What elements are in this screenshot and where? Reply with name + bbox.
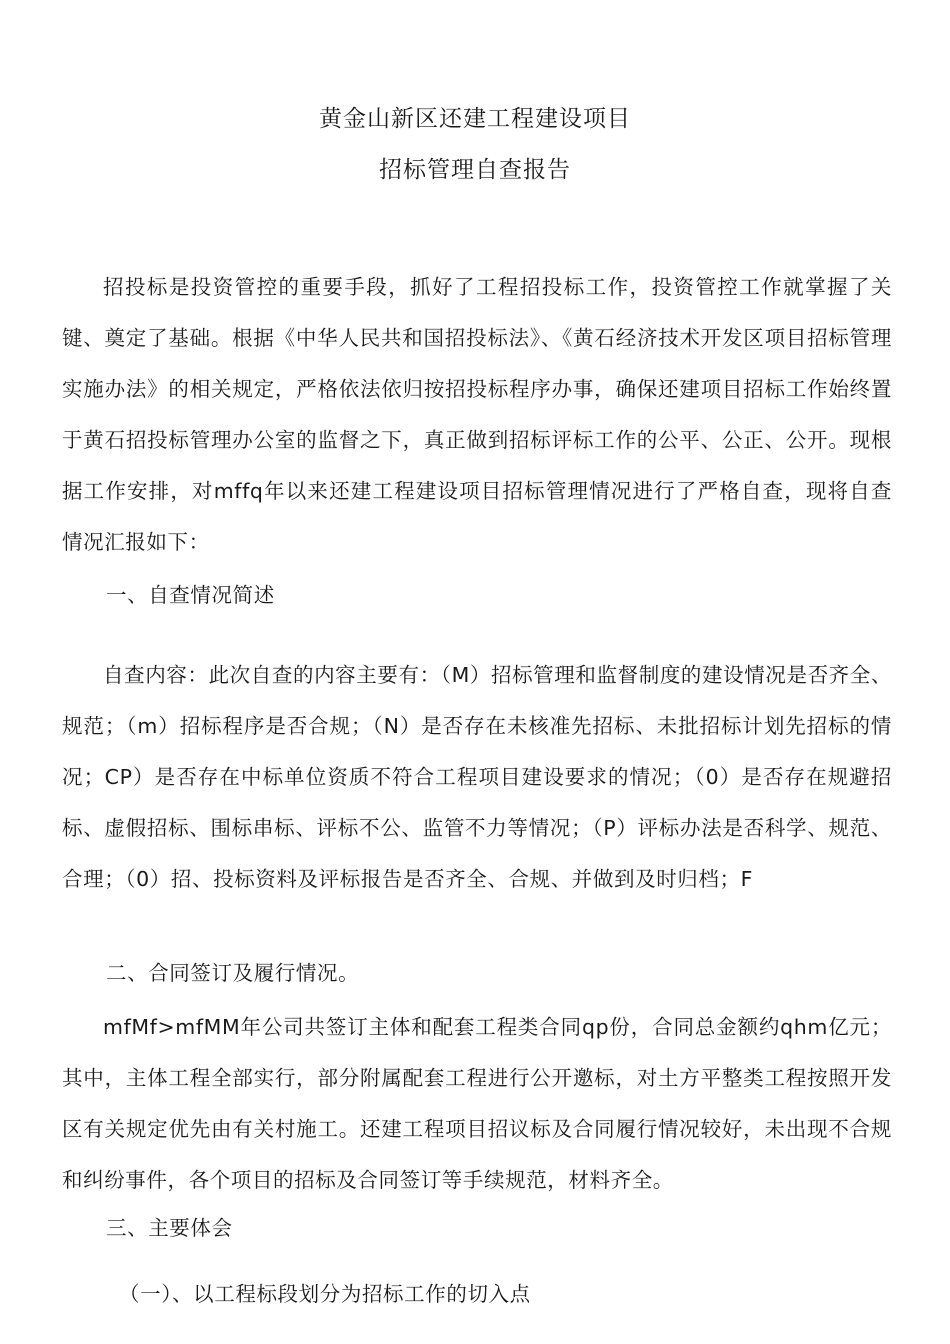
section-1-paragraph: 自查内容：此次自查的内容主要有：（M）招标管理和监督制度的建设情况是否齐全、规范；（m）招标程序是否合规；（N）是否存在未核准先招标、未批招标计划先招标的情况；CP）是否存在中标单位资质不符合工程项目建设要求的情况；（0）是否存在规避招标、虚假招标、围标串标、评标不公、监管不力等情况；（P）评标办法是否科学、规范、合理；（0）招、投标资料及评标报告是否齐全、合规、并做到及时归档；F: [62, 663, 892, 891]
section-3-heading: 三、主要体会: [106, 1216, 233, 1240]
document-subtitle: 招标管理自查报告: [379, 157, 571, 183]
document-title: 黄金山新区还建工程建设项目: [319, 106, 631, 132]
section-2-heading: 二、合同签订及履行情况。: [106, 961, 360, 985]
intro-paragraph: 招投标是投资管控的重要手段，抓好了工程招投标工作，投资管控工作就掌握了关键、奠定了基础。根据《中华人民共和国招投标法》、《黄石经济技术开发区项目招标管理实施办法》的相关规定，严格依法依归按招投标程序办事，确保还建项目招标工作始终置于黄石招投标管理办公室的监督之下，真正做到招标评标工作的公平、公正、公开。现根据工作安排，对mffq年以来还建工程建设项目招标管理情况进行了严格自查，现将自查情况汇报如下：: [62, 275, 892, 554]
section-1-heading: 一、自查情况简述: [106, 583, 275, 607]
section-2-paragraph: mfMf>mfMM年公司共签订主体和配套工程类合同qp份，合同总金额约qhm亿元；其中，主体工程全部实行，部分附属配套工程进行公开邀标，对土方平整类工程按照开发区有关规定优先由有关村施工。还建工程项目招议标及合同履行情况较好，未出现不合规和纠纷事件，各个项目的招标及合同签订等手续规范，材料齐全。: [62, 1015, 892, 1192]
section-3-subheading: （一）、以工程标段划分为招标工作的切入点: [119, 1282, 531, 1306]
